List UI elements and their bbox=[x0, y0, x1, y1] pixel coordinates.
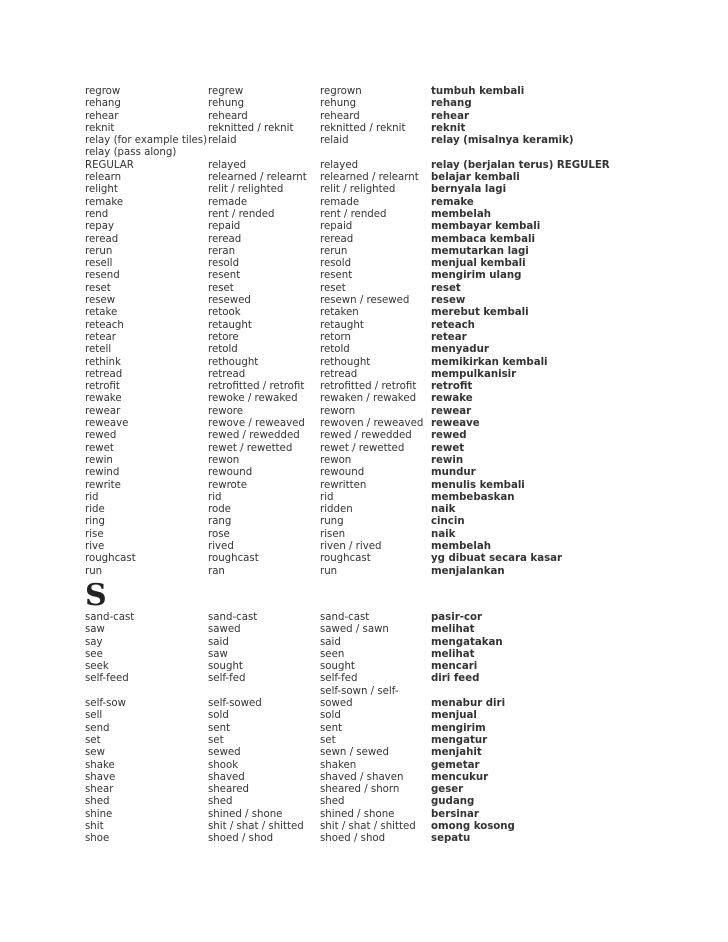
table-row bbox=[85, 624, 645, 636]
translation: rehang bbox=[431, 98, 472, 110]
base-form: rend bbox=[85, 208, 109, 220]
translation: menjual bbox=[431, 710, 477, 722]
past-participle: sewn / sewed bbox=[320, 747, 389, 759]
translation: retear bbox=[431, 331, 467, 343]
table-row bbox=[85, 430, 645, 442]
table-row bbox=[85, 246, 645, 258]
past-participle: self-fed bbox=[320, 673, 358, 685]
table-row bbox=[85, 553, 645, 565]
base-form: shear bbox=[85, 784, 114, 796]
past-participle: retread bbox=[320, 368, 358, 380]
table-row bbox=[85, 221, 645, 233]
table-row bbox=[85, 307, 645, 319]
past-simple: sent bbox=[208, 722, 231, 734]
translation: rehear bbox=[431, 110, 469, 122]
translation: reknit bbox=[431, 122, 466, 134]
translation: membaca kembali bbox=[431, 233, 535, 245]
past-simple: rived bbox=[208, 540, 234, 552]
translation: rewear bbox=[431, 405, 472, 417]
translation: tumbuh kembali bbox=[431, 86, 525, 97]
table-row bbox=[85, 480, 645, 492]
translation: gemetar bbox=[431, 759, 480, 771]
base-form: reweave bbox=[85, 418, 129, 430]
translation: menjalankan bbox=[431, 565, 505, 577]
past-participle: self-sown / self-sowed bbox=[320, 685, 399, 710]
table-row bbox=[85, 234, 645, 246]
table-row bbox=[85, 673, 645, 685]
past-simple: rose bbox=[208, 528, 230, 540]
past-simple: reran bbox=[208, 245, 236, 257]
table-row bbox=[85, 455, 645, 467]
past-participle: regrown bbox=[320, 86, 362, 97]
past-participle: shed bbox=[320, 796, 345, 808]
translation: geser bbox=[431, 784, 464, 796]
past-participle: rehung bbox=[320, 98, 357, 110]
translation: rewin bbox=[431, 454, 464, 466]
past-participle: rewritten bbox=[320, 479, 367, 491]
past-participle: shaved / shaven bbox=[320, 771, 404, 783]
table-row bbox=[85, 735, 645, 747]
past-participle: retold bbox=[320, 344, 350, 356]
past-simple: rewrote bbox=[208, 479, 248, 491]
translation: mengirim ulang bbox=[431, 270, 522, 282]
base-form: send bbox=[85, 722, 110, 734]
verb-table-r bbox=[85, 86, 645, 578]
base-form: shed bbox=[85, 796, 110, 808]
past-participle: rewet / rewetted bbox=[320, 442, 405, 454]
base-form: shake bbox=[85, 759, 115, 771]
past-participle: reknitted / reknit bbox=[320, 122, 406, 134]
past-simple: rewove / reweaved bbox=[208, 418, 305, 430]
past-simple: shoed / shod bbox=[208, 833, 274, 845]
verb-table-s bbox=[85, 612, 645, 846]
past-participle: shaken bbox=[320, 759, 357, 771]
base-form: self-feed bbox=[85, 673, 129, 685]
translation: memikirkan kembali bbox=[431, 356, 548, 368]
translation: melihat bbox=[431, 648, 475, 660]
translation: belajar kembali bbox=[431, 172, 520, 184]
past-simple: regrew bbox=[208, 86, 244, 97]
table-row bbox=[85, 529, 645, 541]
past-participle: sheared / shorn bbox=[320, 784, 400, 796]
past-participle: reheard bbox=[320, 110, 360, 122]
translation: reteach bbox=[431, 319, 475, 331]
table-row bbox=[85, 504, 645, 516]
past-participle: relearned / relearnt bbox=[320, 172, 419, 184]
table-row bbox=[85, 772, 645, 784]
translation: membelah bbox=[431, 540, 491, 552]
base-form: repay bbox=[85, 221, 114, 233]
table-row bbox=[85, 135, 645, 147]
past-simple: shook bbox=[208, 759, 239, 771]
past-participle: sold bbox=[320, 710, 341, 722]
translation: rewed bbox=[431, 430, 467, 442]
past-simple: remade bbox=[208, 196, 248, 208]
table-row bbox=[85, 649, 645, 661]
translation: mengatur bbox=[431, 734, 488, 746]
translation: rewake bbox=[431, 393, 473, 405]
past-simple: saw bbox=[208, 648, 228, 660]
past-simple: rewon bbox=[208, 454, 240, 466]
translation: membelah bbox=[431, 208, 491, 220]
table-row bbox=[85, 406, 645, 418]
past-simple: shined / shone bbox=[208, 808, 283, 820]
past-participle: repaid bbox=[320, 221, 353, 233]
base-form: roughcast bbox=[85, 553, 136, 565]
past-participle: relaid bbox=[320, 135, 349, 147]
base-form: rewet bbox=[85, 442, 114, 454]
past-simple: rehung bbox=[208, 98, 245, 110]
table-row bbox=[85, 784, 645, 796]
translation: melihat bbox=[431, 624, 475, 636]
table-row bbox=[85, 760, 645, 772]
table-row bbox=[85, 197, 645, 209]
base-form: reteach bbox=[85, 319, 124, 331]
base-form: rehang bbox=[85, 98, 121, 110]
translation: mengatakan bbox=[431, 636, 503, 648]
table-row bbox=[85, 710, 645, 722]
translation: menjual kembali bbox=[431, 258, 526, 270]
base-form: retear bbox=[85, 331, 116, 343]
translation: pasir-cor bbox=[431, 612, 483, 623]
translation: gudang bbox=[431, 796, 475, 808]
past-simple: resewed bbox=[208, 295, 251, 307]
past-simple: sawed bbox=[208, 624, 241, 636]
past-participle: shined / shone bbox=[320, 808, 395, 820]
past-participle: said bbox=[320, 636, 341, 648]
base-form: rethink bbox=[85, 356, 121, 368]
past-participle: relit / relighted bbox=[320, 184, 396, 196]
base-form: ride bbox=[85, 504, 105, 516]
past-participle: rewoven / reweaved bbox=[320, 418, 424, 430]
translation: retrofit bbox=[431, 381, 473, 393]
base-form: relay (pass along) bbox=[85, 147, 177, 159]
past-participle: rewed / rewedded bbox=[320, 430, 412, 442]
translation: mencari bbox=[431, 661, 478, 673]
base-form: resend bbox=[85, 270, 120, 282]
base-form: shit bbox=[85, 821, 104, 833]
past-simple: self-sowed bbox=[208, 698, 262, 710]
translation: mundur bbox=[431, 467, 476, 479]
table-row bbox=[85, 566, 645, 578]
base-form: regrow bbox=[85, 86, 121, 97]
translation: remake bbox=[431, 196, 474, 208]
past-simple: said bbox=[208, 636, 229, 648]
translation: mencukur bbox=[431, 771, 489, 783]
base-form: reknit bbox=[85, 122, 115, 134]
past-simple: retaught bbox=[208, 319, 252, 331]
past-participle: resent bbox=[320, 270, 353, 282]
table-row bbox=[85, 821, 645, 833]
past-simple: reread bbox=[208, 233, 242, 245]
translation: reset bbox=[431, 282, 461, 294]
past-simple: shed bbox=[208, 796, 233, 808]
table-row bbox=[85, 320, 645, 332]
table-row bbox=[85, 443, 645, 455]
past-simple: retold bbox=[208, 344, 238, 356]
base-form: retrofit bbox=[85, 381, 120, 393]
base-form: rid bbox=[85, 491, 99, 503]
table-row bbox=[85, 516, 645, 528]
translation: memutarkan lagi bbox=[431, 245, 529, 257]
base-form: rewind bbox=[85, 467, 120, 479]
past-participle: sand-cast bbox=[320, 612, 370, 623]
base-form: rehear bbox=[85, 110, 119, 122]
translation: membayar kembali bbox=[431, 221, 541, 233]
table-row bbox=[85, 86, 645, 98]
translation: menabur diri bbox=[431, 698, 506, 710]
base-form: reset bbox=[85, 282, 111, 294]
past-simple: rewoke / rewaked bbox=[208, 393, 298, 405]
base-form: shine bbox=[85, 808, 113, 820]
table-row bbox=[85, 723, 645, 735]
translation: resew bbox=[431, 295, 466, 307]
table-row bbox=[85, 147, 645, 159]
table-row bbox=[85, 332, 645, 344]
table-row bbox=[85, 833, 645, 845]
base-form: remake bbox=[85, 196, 124, 208]
translation: mempulkanisir bbox=[431, 368, 517, 380]
past-simple: rode bbox=[208, 504, 231, 516]
past-participle: rid bbox=[320, 491, 334, 503]
past-simple: set bbox=[208, 734, 224, 746]
table-row bbox=[85, 467, 645, 479]
past-participle: shoed / shod bbox=[320, 833, 386, 845]
past-participle: rerun bbox=[320, 245, 348, 257]
past-simple: rewed / rewedded bbox=[208, 430, 300, 442]
base-form: self-sow bbox=[85, 698, 126, 710]
translation: mengirim bbox=[431, 722, 486, 734]
table-row bbox=[85, 492, 645, 504]
past-participle: rethought bbox=[320, 356, 371, 368]
translation: bernyala lagi bbox=[431, 184, 507, 196]
section-letter-s: S bbox=[85, 578, 107, 613]
past-simple: rang bbox=[208, 516, 232, 528]
base-form: rewrite bbox=[85, 479, 121, 491]
base-form: relearn bbox=[85, 172, 122, 184]
translation: yg dibuat secara kasar bbox=[431, 553, 563, 565]
base-form: say bbox=[85, 636, 103, 648]
past-simple: relayed bbox=[208, 159, 247, 171]
table-row bbox=[85, 209, 645, 221]
base-form: sew bbox=[85, 747, 105, 759]
past-participle: sawed / sawn bbox=[320, 624, 389, 636]
base-form: rerun bbox=[85, 245, 113, 257]
table-row bbox=[85, 418, 645, 430]
past-simple: relearned / relearnt bbox=[208, 172, 307, 184]
past-participle: set bbox=[320, 734, 336, 746]
table-row bbox=[85, 393, 645, 405]
past-participle: risen bbox=[320, 528, 346, 540]
past-participle: reset bbox=[320, 282, 346, 294]
table-row bbox=[85, 637, 645, 649]
translation: omong kosong bbox=[431, 821, 515, 833]
table-row bbox=[85, 98, 645, 110]
translation: menyadur bbox=[431, 344, 489, 356]
past-participle: rewound bbox=[320, 467, 365, 479]
past-participle: sent bbox=[320, 722, 343, 734]
past-participle: resewn / resewed bbox=[320, 295, 410, 307]
base-form: rewear bbox=[85, 405, 121, 417]
base-form: run bbox=[85, 565, 103, 577]
base-form: reread bbox=[85, 233, 119, 245]
table-row bbox=[85, 270, 645, 282]
base-form: REGULAR bbox=[85, 159, 134, 171]
past-participle: retaught bbox=[320, 319, 364, 331]
past-simple: sheared bbox=[208, 784, 249, 796]
table-row bbox=[85, 295, 645, 307]
past-participle: remade bbox=[320, 196, 360, 208]
base-form: see bbox=[85, 648, 103, 660]
base-form: seek bbox=[85, 661, 109, 673]
table-row bbox=[85, 111, 645, 123]
base-form: ring bbox=[85, 516, 105, 528]
base-form: set bbox=[85, 734, 101, 746]
past-simple: resold bbox=[208, 258, 240, 270]
past-participle: rewaken / rewaked bbox=[320, 393, 417, 405]
past-simple: relit / relighted bbox=[208, 184, 284, 196]
past-simple: sought bbox=[208, 661, 243, 673]
past-simple: reknitted / reknit bbox=[208, 122, 294, 134]
past-simple: shit / shat / shitted bbox=[208, 821, 304, 833]
translation: naik bbox=[431, 504, 456, 516]
translation: menulis kembali bbox=[431, 479, 525, 491]
past-simple: rewore bbox=[208, 405, 244, 417]
past-participle: run bbox=[320, 565, 338, 577]
past-simple: sold bbox=[208, 710, 229, 722]
past-simple: reheard bbox=[208, 110, 248, 122]
past-participle: sought bbox=[320, 661, 355, 673]
past-simple: sand-cast bbox=[208, 612, 258, 623]
past-participle: rent / rended bbox=[320, 208, 387, 220]
past-simple: relaid bbox=[208, 135, 237, 147]
table-row bbox=[85, 612, 645, 624]
table-row bbox=[85, 344, 645, 356]
translation: merebut kembali bbox=[431, 307, 529, 319]
table-row bbox=[85, 661, 645, 673]
translation: sepatu bbox=[431, 833, 471, 845]
table-row bbox=[85, 258, 645, 270]
past-participle: retrofitted / retrofit bbox=[320, 381, 417, 393]
base-form: shoe bbox=[85, 833, 110, 845]
past-simple: rent / rended bbox=[208, 208, 275, 220]
past-participle: rung bbox=[320, 516, 344, 528]
base-form: relay (for example tiles) bbox=[85, 135, 208, 147]
past-simple: retrofitted / retrofit bbox=[208, 381, 305, 393]
base-form: shave bbox=[85, 771, 116, 783]
translation: membebaskan bbox=[431, 491, 515, 503]
past-simple: sewed bbox=[208, 747, 241, 759]
past-simple: rid bbox=[208, 491, 222, 503]
base-form: rewin bbox=[85, 454, 113, 466]
past-simple: self-fed bbox=[208, 673, 246, 685]
past-simple: rewet / rewetted bbox=[208, 442, 293, 454]
past-participle: reread bbox=[320, 233, 354, 245]
base-form: retread bbox=[85, 368, 123, 380]
table-row bbox=[85, 796, 645, 808]
past-simple: reset bbox=[208, 282, 234, 294]
base-form: retake bbox=[85, 307, 118, 319]
translation: rewet bbox=[431, 442, 465, 454]
translation: naik bbox=[431, 528, 456, 540]
base-form: relight bbox=[85, 184, 118, 196]
past-simple: resent bbox=[208, 270, 241, 282]
base-form: sell bbox=[85, 710, 103, 722]
table-row bbox=[85, 172, 645, 184]
past-simple: retore bbox=[208, 331, 239, 343]
table-row bbox=[85, 357, 645, 369]
base-form: rise bbox=[85, 528, 104, 540]
past-participle: ridden bbox=[320, 504, 353, 516]
past-simple: rewound bbox=[208, 467, 253, 479]
translation: diri feed bbox=[431, 673, 480, 685]
past-participle: resold bbox=[320, 258, 352, 270]
table-row bbox=[85, 381, 645, 393]
past-participle: riven / rived bbox=[320, 540, 382, 552]
past-participle: roughcast bbox=[320, 553, 371, 565]
past-simple: shaved bbox=[208, 771, 245, 783]
translation: menjahit bbox=[431, 747, 482, 759]
translation: reweave bbox=[431, 418, 480, 430]
translation: cincin bbox=[431, 516, 465, 528]
past-participle: shit / shat / shitted bbox=[320, 821, 416, 833]
past-participle: relayed bbox=[320, 159, 359, 171]
base-form: retell bbox=[85, 344, 112, 356]
past-simple: rethought bbox=[208, 356, 259, 368]
base-form: rive bbox=[85, 540, 105, 552]
past-simple: ran bbox=[208, 565, 225, 577]
table-row bbox=[85, 809, 645, 821]
past-simple: retread bbox=[208, 368, 246, 380]
base-form: sand-cast bbox=[85, 612, 135, 623]
past-simple: repaid bbox=[208, 221, 241, 233]
translation: relay (misalnya keramik) bbox=[431, 135, 574, 147]
table-row bbox=[85, 123, 645, 135]
base-form: resell bbox=[85, 258, 113, 270]
table-row bbox=[85, 369, 645, 381]
base-form: saw bbox=[85, 624, 105, 636]
base-form: rewake bbox=[85, 393, 122, 405]
base-form: rewed bbox=[85, 430, 117, 442]
table-row bbox=[85, 283, 645, 295]
translation: relay (berjalan terus) REGULER bbox=[431, 159, 610, 171]
past-participle: retaken bbox=[320, 307, 359, 319]
past-participle: rewon bbox=[320, 454, 352, 466]
table-row bbox=[85, 747, 645, 759]
past-participle: retorn bbox=[320, 331, 351, 343]
past-simple: roughcast bbox=[208, 553, 259, 565]
table-row bbox=[85, 686, 645, 711]
table-row bbox=[85, 541, 645, 553]
past-participle: reworn bbox=[320, 405, 356, 417]
table-row bbox=[85, 160, 645, 172]
past-simple: retook bbox=[208, 307, 241, 319]
base-form: resew bbox=[85, 295, 116, 307]
translation: bersinar bbox=[431, 808, 479, 820]
past-participle: seen bbox=[320, 648, 345, 660]
table-row bbox=[85, 184, 645, 196]
